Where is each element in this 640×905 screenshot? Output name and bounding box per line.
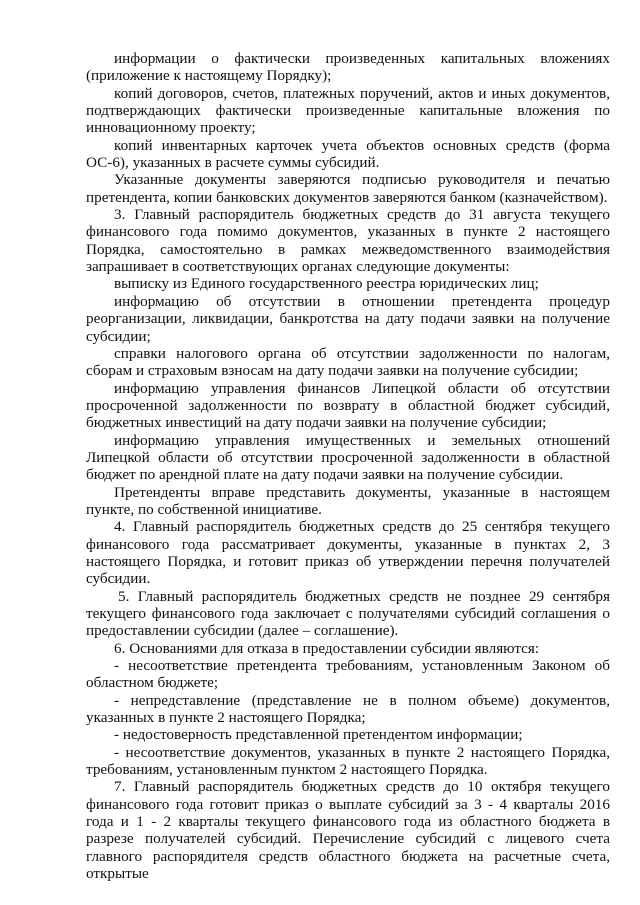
paragraph-tax-certificate: справки налогового органа об отсутствии задолженности по налогам, сборам и страховым взносам на дату подачи заявки на получение субсидии; <box>86 344 610 380</box>
paragraph-refusal-reason-2: - непредставление (представление не в полном объеме) документов, указанных в пункте 2 настоящего Порядка; <box>86 691 610 727</box>
paragraph-finance-info: информацию управления финансов Липецкой области об отсутствии просроченной задолженности по возврату в областной бюджет субсидий, бюджетных инвестиций на дату подачи заявки на получение субсидии; <box>86 379 610 432</box>
document-page <box>86 50 610 883</box>
paragraph-contract-copies: копий договоров, счетов, платежных поручений, актов и иных документов, подтверждающих фактически произведенные капитальные вложения по инновационному проекту; <box>86 84 610 137</box>
paragraph-refusal-reason-4: - несоответствие документов, указанных в пункте 2 настоящего Порядка, требованиям, установленным пунктом 2 настоящего Порядка. <box>86 743 610 779</box>
paragraph-clause-4: 4. Главный распорядитель бюджетных средств до 25 сентября текущего финансового года рассматривает документы, указанные в пунктах 2, 3 настоящего Порядка, и готовит приказ об утверждении перечня получателей субсидии. <box>86 518 610 588</box>
paragraph-inventory-cards: копий инвентарных карточек учета объектов основных средств (форма ОС-6), указанных в расчете суммы субсидий. <box>86 136 610 172</box>
paragraph-clause-6: 6. Основаниями для отказа в предоставлении субсидии являются: <box>114 639 540 657</box>
paragraph-clause-3: 3. Главный распорядитель бюджетных средств до 31 августа текущего финансового года помимо документов, указанных в пункте 2 настоящего Порядка, самостоятельно в рамках межведомственного взаимодействия запрашивает в соответствующих органах следующие документы: <box>86 206 610 276</box>
paragraph-property-info: информацию управления имущественных и земельных отношений Липецкой области об отсутствии просроченной задолженности в областной бюджет по арендной плате на дату подачи заявки на получение субсидии. <box>86 431 610 484</box>
paragraph-reorganization-info: информацию об отсутствии в отношении претендента процедур реорганизации, ликвидации, банкротства на дату подачи заявки на получение субсидии; <box>86 292 610 345</box>
paragraph-own-initiative: Претенденты вправе представить документы, указанные в настоящем пункте, по собственной инициативе. <box>86 483 610 518</box>
paragraph-clause-5: 5. Главный распорядитель бюджетных средств не позднее 29 сентября текущего финансового года заключает с получателями субсидий соглашения о предоставлении субсидии (далее – соглашение). <box>86 587 610 640</box>
paragraph-refusal-reason-3: - недостоверность представленной претендентом информации; <box>114 726 523 744</box>
paragraph-registry-extract: выписку из Единого государственного реестра юридических лиц; <box>114 275 539 293</box>
paragraph-investment-info: информации о фактически произведенных капитальных вложениях (приложение к настоящему Порядку); <box>86 50 610 85</box>
paragraph-certification: Указанные документы заверяются подписью руководителя и печатью претендента, копии банковских документов заверяются банком (казначейством). <box>86 171 610 206</box>
paragraph-refusal-reason-1: - несоответствие претендента требованиям, установленным Законом об областном бюджете; <box>86 657 610 692</box>
paragraph-clause-7: 7. Главный распорядитель бюджетных средств до 10 октября текущего финансового года готовит приказ о выплате субсидий за 3 - 4 кварталы 2016 года и 1 - 2 кварталы текущего финансового года из областного бюджета в разрезе получателей субсидий. Перечисление субсидий с лицевого счета главного распорядителя средств областного бюджета на расчетные счета, открытые <box>86 778 610 883</box>
